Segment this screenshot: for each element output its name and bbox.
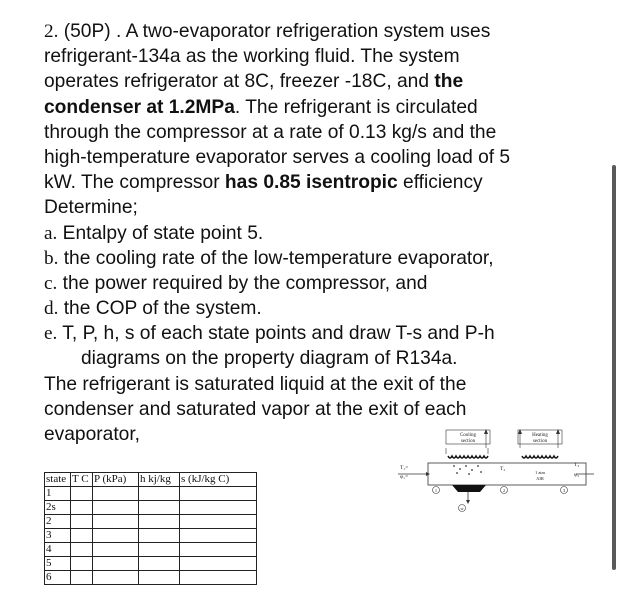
mid-temperature-label: T₂ [500, 466, 506, 472]
list-item-e-continued: diagrams on the property diagram of R134a. [81, 348, 458, 370]
table-cell[interactable] [71, 543, 93, 557]
duct-outline [428, 463, 586, 485]
table-cell[interactable] [139, 543, 180, 557]
heating-label-line1: Heating [532, 433, 548, 438]
table-cell[interactable] [71, 557, 93, 571]
condensate-drops [453, 465, 482, 475]
table-header-cell: h kj/kg [139, 473, 180, 487]
table-header-cell: P (kPa) [93, 473, 139, 487]
table-state-cell: 2 [45, 515, 71, 529]
water-label: w [460, 506, 464, 511]
condensate-tray [452, 485, 486, 492]
table-cell[interactable] [71, 501, 93, 515]
heating-label-line2: section [532, 439, 548, 444]
table-cell[interactable] [180, 501, 257, 515]
problem-line-1: 2. (50P) . A two-evaporator refrigeration system uses [44, 21, 491, 42]
table-cell[interactable] [71, 571, 93, 585]
pressure-label: 1 atm [534, 470, 546, 475]
table-row [45, 557, 257, 571]
list-item-e: e. T, P, h, s of each state points and draw T-s and P-h [44, 323, 495, 345]
table-row [45, 487, 257, 501]
table-cell[interactable] [180, 571, 257, 585]
table-state-cell: 1 [45, 487, 71, 501]
problem-line-3: operates refrigerator at 8C, freezer -18C, and the [44, 71, 464, 93]
problem-line-7: kW. The compressor has 0.85 isentropic efficiency [44, 172, 483, 194]
table-cell[interactable] [180, 557, 257, 571]
state-3-label: 3 [562, 488, 566, 493]
state-table-container [44, 472, 257, 585]
list-item-b: b. the cooling rate of the low-temperature evaporator, [44, 247, 494, 269]
inlet-temperature-label: T₁= [400, 465, 409, 471]
cooling-label-line1: Cooling [459, 433, 477, 438]
table-state-cell: 3 [45, 529, 71, 543]
table-cell[interactable] [139, 529, 180, 543]
cooling-label-line2: section [460, 439, 476, 444]
problem-line-5: through the compressor at a rate of 0.13 kg/s and the [44, 121, 497, 143]
vertical-scrollbar[interactable] [612, 165, 616, 570]
table-header-row [45, 473, 257, 487]
problem-number: 2. [44, 21, 59, 42]
table-cell[interactable] [71, 515, 93, 529]
note-line-3: evaporator, [44, 424, 141, 445]
table-cell[interactable] [93, 515, 139, 529]
table-cell[interactable] [71, 487, 93, 501]
table-cell[interactable] [139, 515, 180, 529]
table-row [45, 515, 257, 529]
table-row [45, 501, 257, 515]
table-cell[interactable] [93, 501, 139, 515]
problem-line-6: high-temperature evaporator serves a cooling load of 5 [44, 146, 511, 168]
table-cell[interactable] [139, 557, 180, 571]
outlet-humidity-label: φ₃ [574, 472, 580, 478]
state-table [44, 472, 257, 585]
table-cell[interactable] [180, 515, 257, 529]
table-cell[interactable] [93, 543, 139, 557]
table-row [45, 529, 257, 543]
table-row [45, 543, 257, 557]
table-cell[interactable] [93, 529, 139, 543]
table-cell[interactable] [139, 571, 180, 585]
problem-line-4: condenser at 1.2MPa. The refrigerant is circulated [44, 96, 478, 118]
note-line-1: The refrigerant is saturated liquid at the exit of the [44, 373, 467, 395]
list-item-a: a. Entalpy of state point 5. [44, 222, 264, 244]
inlet-humidity-label: φ₁= [400, 474, 409, 480]
problem-line-8: Determine; [44, 197, 138, 219]
outlet-temperature-label: T₃ [574, 462, 580, 468]
list-item-d: d. the COP of the system. [44, 298, 262, 320]
table-state-cell: 2s [45, 501, 71, 515]
cooling-coil [448, 456, 488, 458]
list-item-c: c. the power required by the compressor, and [44, 272, 428, 294]
air-label: AIR [536, 476, 544, 481]
state-1-label: 1 [434, 488, 438, 493]
problem-line-2: refrigerant-134a as the working fluid. The system [44, 46, 460, 68]
table-cell[interactable] [139, 501, 180, 515]
table-cell[interactable] [93, 487, 139, 501]
table-row [45, 571, 257, 585]
table-cell[interactable] [71, 529, 93, 543]
problem-statement [44, 19, 584, 447]
table-state-cell: 5 [45, 557, 71, 571]
heating-coil [522, 456, 558, 458]
state-2-label: 2 [502, 488, 506, 493]
air-conditioning-diagram [396, 428, 596, 528]
table-cell[interactable] [180, 487, 257, 501]
table-cell[interactable] [93, 557, 139, 571]
table-cell[interactable] [139, 487, 180, 501]
note-line-2: condenser and saturated vapor at the exit of each [44, 398, 467, 420]
table-cell[interactable] [180, 543, 257, 557]
table-cell[interactable] [180, 529, 257, 543]
table-header-cell: state [45, 473, 71, 487]
table-header-cell: s (kJ/kg C) [180, 473, 257, 487]
table-state-cell: 4 [45, 543, 71, 557]
table-cell[interactable] [93, 571, 139, 585]
table-state-cell: 6 [45, 571, 71, 585]
table-header-cell: T C [71, 473, 93, 487]
